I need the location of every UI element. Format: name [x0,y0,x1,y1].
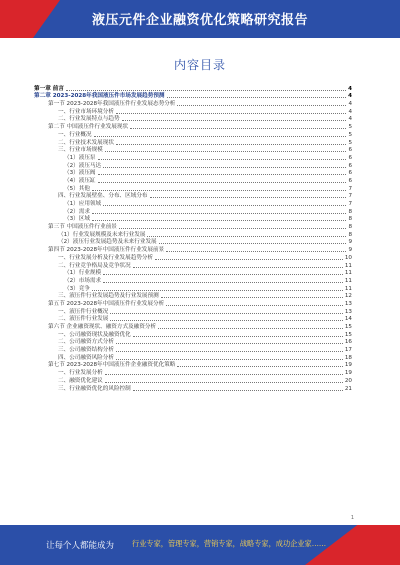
toc-entry-page: 4 [348,108,352,115]
toc-entry-title: 第五节 2023-2028年中国液压件行业发展分析 [48,300,165,307]
toc-entry[interactable] [34,131,352,139]
toc-entry-title: 三、液压件行业发展趋势及行业发展预测 [58,293,159,300]
toc-entry[interactable] [34,223,352,231]
toc-entry-page: 11 [344,285,352,292]
toc-entry-title: （4）液压缸 [64,177,96,184]
toc-entry[interactable] [34,170,352,178]
toc-entry-page: 19 [344,370,352,377]
toc-entry-page: 12 [344,293,352,300]
toc-entry-page: 21 [344,385,352,392]
toc-leader-dots [110,313,343,314]
toc-entry-title: 二、融资优化建议 [58,377,103,384]
toc-entry-title: 三、公司融资结构分析 [58,347,114,354]
toc-entry-page: 9 [348,239,352,246]
toc-entry[interactable] [34,354,352,362]
toc-leader-dots [98,159,347,160]
toc-entry-page: 6 [348,170,352,177]
toc-entry-title: 第六节 企业融资现状、融资方式及融资分析 [48,324,157,330]
toc-leader-dots [177,105,346,106]
toc-entry[interactable] [34,193,352,201]
toc-leader-dots [130,128,346,129]
toc-entry-page: 7 [348,193,352,200]
toc-leader-dots [116,113,346,114]
toc-leader-dots [161,297,343,298]
toc-entry[interactable] [34,316,352,324]
toc-entry-title: （1）应用领域 [64,201,102,207]
toc-leader-dots [103,167,346,168]
page-footer [0,525,400,565]
toc-entry[interactable] [34,208,352,216]
toc-entry-title: 二、行业发展特点与趋势 [58,116,120,123]
toc-entry-page: 6 [348,177,352,184]
toc-entry-title: （2）需求 [64,208,90,215]
toc-entry-title: （1）液压泵 [64,154,96,161]
toc-leader-dots [103,282,343,283]
toc-entry-page: 15 [344,324,352,330]
toc-entry-page: 11 [344,262,352,269]
toc-entry-title: 二、液压件行业发展 [58,316,109,323]
toc-entry-page: 19 [344,362,352,369]
toc-entry-title: 第一章 前言 [34,85,64,92]
toc-entry-title: （2）液压行业发展趋势及未来行业发展 [58,239,157,246]
toc-entry-title: 一、行业市场环境分析 [58,108,114,115]
toc-entry-title: （2）市场需求 [64,277,102,284]
toc-entry-page: 8 [348,224,352,231]
toc-entry-title: 第二节 中国液压件行业发展现状 [48,124,129,131]
toc-entry-title: 二、行业技术发展现状 [58,139,114,146]
toc-entry[interactable] [34,323,352,331]
toc-entry[interactable] [34,339,352,347]
toc-leader-dots [92,190,347,191]
toc-entry-page: 6 [348,162,352,169]
table-of-contents [34,85,352,393]
toc-leader-dots [116,343,343,344]
toc-leader-dots [167,97,347,98]
toc-entry[interactable] [34,308,352,316]
toc-entry-title: 一、行业概况 [58,131,92,138]
toc-leader-dots [166,251,346,252]
toc-entry[interactable] [34,85,352,93]
toc-entry-page: 14 [344,316,352,323]
toc-entry[interactable] [34,139,352,147]
toc-entry-page: 4 [348,93,352,100]
toc-leader-dots [147,236,346,237]
toc-leader-dots [133,336,343,337]
toc-entry-page: 8 [348,216,352,223]
toc-entry-page: 5 [348,139,352,146]
toc-entry[interactable] [34,346,352,354]
toc-entry[interactable] [34,100,352,108]
toc-entry-title: （3）液压阀 [64,170,96,177]
toc-entry-page: 4 [348,116,352,123]
toc-entry[interactable] [34,362,352,370]
toc-entry-title: 二、公司融资方式分析 [58,339,114,346]
toc-leader-dots [119,228,347,229]
toc-entry[interactable] [34,293,352,301]
toc-entry-page: 6 [348,154,352,161]
toc-leader-dots [92,213,347,214]
toc-entry-page: 18 [344,354,352,361]
toc-leader-dots [116,144,346,145]
toc-entry-page: 17 [344,347,352,354]
toc-entry-page: 7 [348,185,352,192]
toc-entry-page: 7 [348,201,352,207]
toc-entry-page: 10 [344,254,352,261]
toc-entry[interactable] [34,200,352,208]
toc-leader-dots [150,197,347,198]
toc-entry[interactable] [34,216,352,224]
toc-entry-title: 四、公司融资风险分析 [58,354,114,361]
toc-entry-page: 8 [348,208,352,215]
toc-entry-page: 5 [348,131,352,138]
toc-leader-dots [92,220,347,221]
toc-leader-dots [94,136,347,137]
toc-leader-dots [66,90,346,91]
toc-leader-dots [133,390,343,391]
toc-entry-page: 13 [344,308,352,315]
toc-entry-title: 三、行业市场规模 [58,147,103,154]
toc-entry[interactable] [34,262,352,270]
report-title: 液压元件企业融资优化策略研究报告 [91,13,308,28]
toc-entry[interactable] [34,377,352,385]
toc-entry[interactable] [34,93,352,101]
toc-entry[interactable] [34,185,352,193]
toc-entry-page: 11 [344,270,352,277]
toc-entry-title: （2）液压马达 [64,162,102,169]
toc-entry[interactable] [34,154,352,162]
toc-entry-title: 一、行业发展分析及行业发展趋势分析 [58,254,154,261]
toc-entry-page: 20 [344,377,352,384]
toc-leader-dots [158,328,343,329]
toc-entry-title: 一、公司融资现状及融资优化 [58,331,131,338]
toc-entry[interactable] [34,285,352,293]
toc-entry[interactable] [34,123,352,131]
toc-entry-title: 第一节 2023-2028年我国液压件行业发展态势分析 [48,101,176,108]
footer-slogan-left: 让每个人都能成为 [46,541,115,551]
toc-entry-title: （1）行业发展规模及未来行业发展 [58,231,146,238]
toc-entry-page: 15 [344,331,352,338]
toc-entry[interactable] [34,270,352,278]
toc-leader-dots [116,351,343,352]
toc-entry[interactable] [34,116,352,124]
toc-leader-dots [155,259,343,260]
toc-entry-title: （3）竞争 [64,285,90,292]
toc-entry[interactable] [34,147,352,155]
toc-entry[interactable] [34,300,352,308]
toc-entry-title: （5）其他 [64,185,90,192]
toc-entry-title: （3）区域 [64,216,90,223]
toc-leader-dots [110,320,343,321]
toc-entry[interactable] [34,177,352,185]
toc-entry[interactable] [34,239,352,247]
toc-entry[interactable] [34,108,352,116]
footer-slogan-right: 行业专家，管理专家，营销专家，战略专家，成功企业家…… [132,539,327,548]
toc-entry-page: 6 [348,147,352,154]
toc-entry[interactable] [34,254,352,262]
toc-entry-title: 第四节 2023-2028年中国液压件行业发展前景 [48,247,165,254]
toc-entry-page: 5 [348,124,352,131]
toc-entry[interactable] [34,369,352,377]
toc-entry-title: 第七节 2023-2028年中国液压件企业融资优化策略 [48,362,176,369]
toc-entry-title: 三、行业融资优化的风险控制 [58,385,131,392]
toc-leader-dots [122,120,347,121]
toc-leader-dots [98,182,347,183]
toc-leader-dots [92,290,343,291]
toc-entry-page: 8 [348,231,352,238]
toc-entry-title: 一、行业发展分析 [58,370,103,377]
toc-entry-title: 一、液压件行业概况 [58,308,109,315]
toc-entry[interactable] [34,246,352,254]
toc-entry[interactable] [34,277,352,285]
toc-heading: 内容目录 [173,58,226,72]
toc-leader-dots [98,174,347,175]
toc-entry[interactable] [34,331,352,339]
toc-leader-dots [177,366,343,367]
toc-entry[interactable] [34,231,352,239]
toc-leader-dots [159,243,347,244]
page-number: 1 [350,515,354,521]
toc-entry-page: 4 [348,101,352,108]
toc-leader-dots [103,205,346,206]
toc-entry-title: 第二章 2023-2028年我国液压件市场发展趋势预测 [34,93,165,100]
toc-entry-page: 4 [348,85,352,92]
toc-leader-dots [105,151,347,152]
toc-entry-page: 9 [348,247,352,254]
toc-entry-title: 二、行业竞争格局及竞争状况 [58,262,131,269]
toc-entry-page: 13 [344,300,352,307]
toc-leader-dots [116,359,343,360]
page-header [0,0,400,38]
toc-leader-dots [133,267,343,268]
toc-leader-dots [105,382,343,383]
toc-entry[interactable] [34,385,352,393]
toc-leader-dots [105,374,343,375]
toc-entry[interactable] [34,162,352,170]
toc-entry-title: 四、行业发展壁垒、分布、区域分布 [58,193,148,200]
toc-entry-title: 第三节 中国液压件行业前景 [48,224,117,231]
toc-entry-page: 16 [344,339,352,346]
toc-leader-dots [103,274,343,275]
toc-entry-title: （1）行业规模 [64,270,102,277]
toc-leader-dots [166,305,343,306]
toc-entry-page: 11 [344,277,352,284]
